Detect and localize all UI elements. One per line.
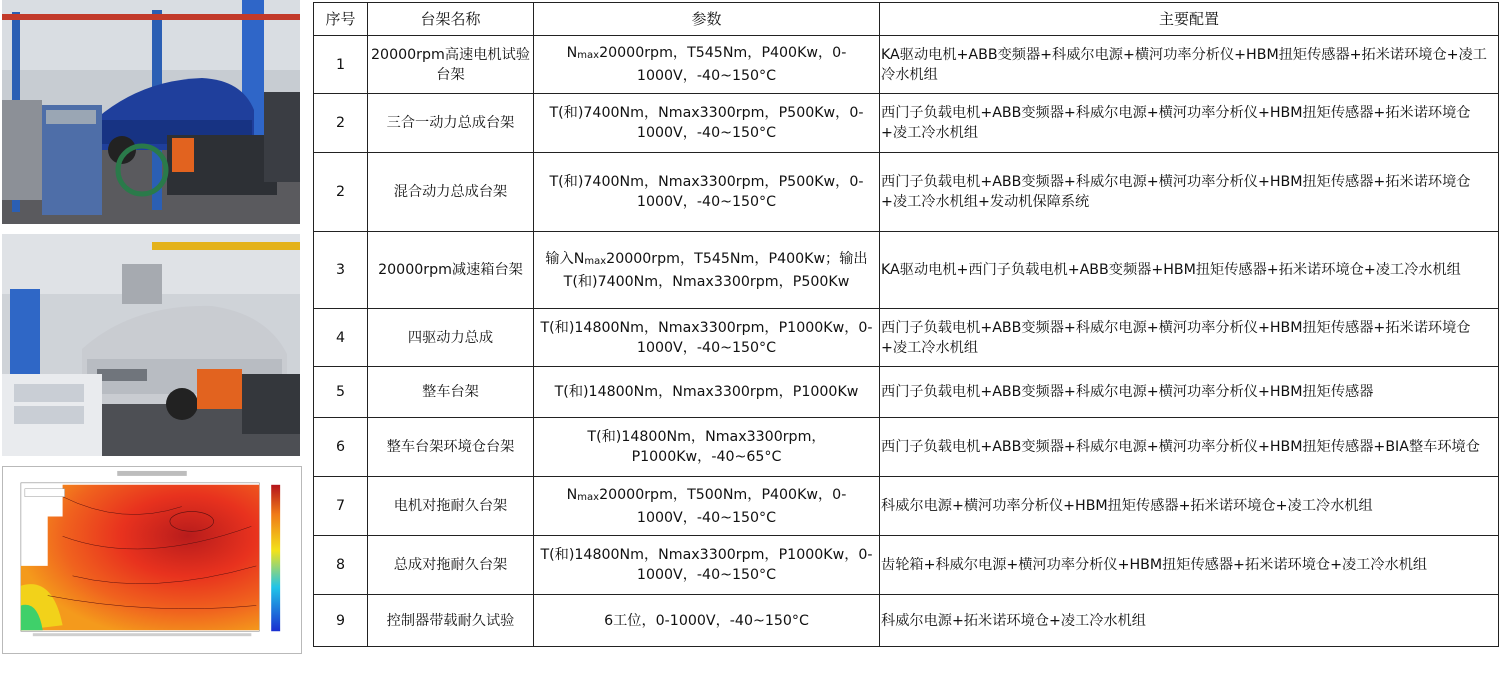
test-bench-spec-table xyxy=(313,2,1499,647)
row-index: 7 xyxy=(314,477,368,536)
row-index: 8 xyxy=(314,536,368,595)
row-bench-name: 整车台架 xyxy=(368,367,534,418)
row-main-config: 科威尔电源+横河功率分析仪+HBM扭矩传感器+拓米诺环境仓+凌工冷水机组 xyxy=(880,477,1499,536)
table-row xyxy=(314,232,1499,309)
table-row xyxy=(314,153,1499,232)
row-parameters: T(和)7400Nm，Nmax3300rpm，P500Kw，0-1000V，-40~150°C xyxy=(534,94,880,153)
row-parameters: T(和)14800Nm，Nmax3300rpm，P1000Kw xyxy=(534,367,880,418)
header-bench-name: 台架名称 xyxy=(368,3,534,36)
row-main-config: 西门子负载电机+ABB变频器+科威尔电源+横河功率分析仪+HBM扭矩传感器+拓米诺环境仓+凌工冷水机组 xyxy=(880,309,1499,367)
row-parameters: $N_{max}20000rpm$，T545Nm，P400Kw，0-1000V，-40~150°C xyxy=(534,36,880,94)
row-main-config: 西门子负载电机+ABB变频器+科威尔电源+横河功率分析仪+HBM扭矩传感器+BIA整车环境仓 xyxy=(880,418,1499,477)
row-bench-name: 三合一动力总成台架 xyxy=(368,94,534,153)
test-bench-photo-sedan xyxy=(2,234,300,456)
table-row xyxy=(314,94,1499,153)
header-index: 序号 xyxy=(314,3,368,36)
row-parameters: 输入$N_{max}20000rpm$，T545Nm，P400Kw；输出T(和)7400Nm，Nmax3300rpm，P500Kw xyxy=(534,232,880,309)
table-row xyxy=(314,595,1499,647)
row-index: 4 xyxy=(314,309,368,367)
row-bench-name: 20000rpm高速电机试验台架 xyxy=(368,36,534,94)
row-bench-name: 20000rpm减速箱台架 xyxy=(368,232,534,309)
table-row xyxy=(314,309,1499,367)
row-main-config: 西门子负载电机+ABB变频器+科威尔电源+横河功率分析仪+HBM扭矩传感器+拓米诺环境仓+凌工冷水机组+发动机保障系统 xyxy=(880,153,1499,232)
row-index: 3 xyxy=(314,232,368,309)
row-index: 1 xyxy=(314,36,368,94)
row-bench-name: 四驱动力总成 xyxy=(368,309,534,367)
table-row xyxy=(314,367,1499,418)
row-bench-name: 控制器带载耐久试验 xyxy=(368,595,534,647)
row-index: 9 xyxy=(314,595,368,647)
row-parameters: $N_{max}20000rpm$，T500Nm，P400Kw，0-1000V，-40~150°C xyxy=(534,477,880,536)
row-main-config: KA驱动电机+西门子负载电机+ABB变频器+HBM扭矩传感器+拓米诺环境仓+凌工冷水机组 xyxy=(880,232,1499,309)
row-parameters: T(和)14800Nm，Nmax3300rpm，P1000Kw，-40~65°C xyxy=(534,418,880,477)
row-index: 6 xyxy=(314,418,368,477)
table-row xyxy=(314,477,1499,536)
table-header-row xyxy=(314,3,1499,36)
row-bench-name: 混合动力总成台架 xyxy=(368,153,534,232)
row-bench-name: 整车台架环境仓台架 xyxy=(368,418,534,477)
row-main-config: 齿轮箱+科威尔电源+横河功率分析仪+HBM扭矩传感器+拓米诺环境仓+凌工冷水机组 xyxy=(880,536,1499,595)
header-main-config: 主要配置 xyxy=(880,3,1499,36)
row-index: 2 xyxy=(314,94,368,153)
efficiency-map-image xyxy=(2,466,302,654)
row-main-config: 科威尔电源+拓米诺环境仓+凌工冷水机组 xyxy=(880,595,1499,647)
table-row xyxy=(314,418,1499,477)
table-row xyxy=(314,536,1499,595)
row-main-config: 西门子负载电机+ABB变频器+科威尔电源+横河功率分析仪+HBM扭矩传感器+拓米诺环境仓+凌工冷水机组 xyxy=(880,94,1499,153)
row-main-config: KA驱动电机+ABB变频器+科威尔电源+横河功率分析仪+HBM扭矩传感器+拓米诺环境仓+凌工冷水机组 xyxy=(880,36,1499,94)
test-bench-photo-suv xyxy=(2,0,300,224)
row-bench-name: 总成对拖耐久台架 xyxy=(368,536,534,595)
row-parameters: 6工位，0-1000V，-40~150°C xyxy=(534,595,880,647)
row-bench-name: 电机对拖耐久台架 xyxy=(368,477,534,536)
header-parameters: 参数 xyxy=(534,3,880,36)
row-index: 5 xyxy=(314,367,368,418)
row-parameters: T(和)14800Nm，Nmax3300rpm，P1000Kw，0-1000V，-40~150°C xyxy=(534,309,880,367)
row-parameters: T(和)14800Nm，Nmax3300rpm，P1000Kw，0-1000V，-40~150°C xyxy=(534,536,880,595)
row-index: 2 xyxy=(314,153,368,232)
row-parameters: T(和)7400Nm，Nmax3300rpm，P500Kw，0-1000V，-40~150°C xyxy=(534,153,880,232)
row-main-config: 西门子负载电机+ABB变频器+科威尔电源+横河功率分析仪+HBM扭矩传感器 xyxy=(880,367,1499,418)
table-row xyxy=(314,36,1499,94)
